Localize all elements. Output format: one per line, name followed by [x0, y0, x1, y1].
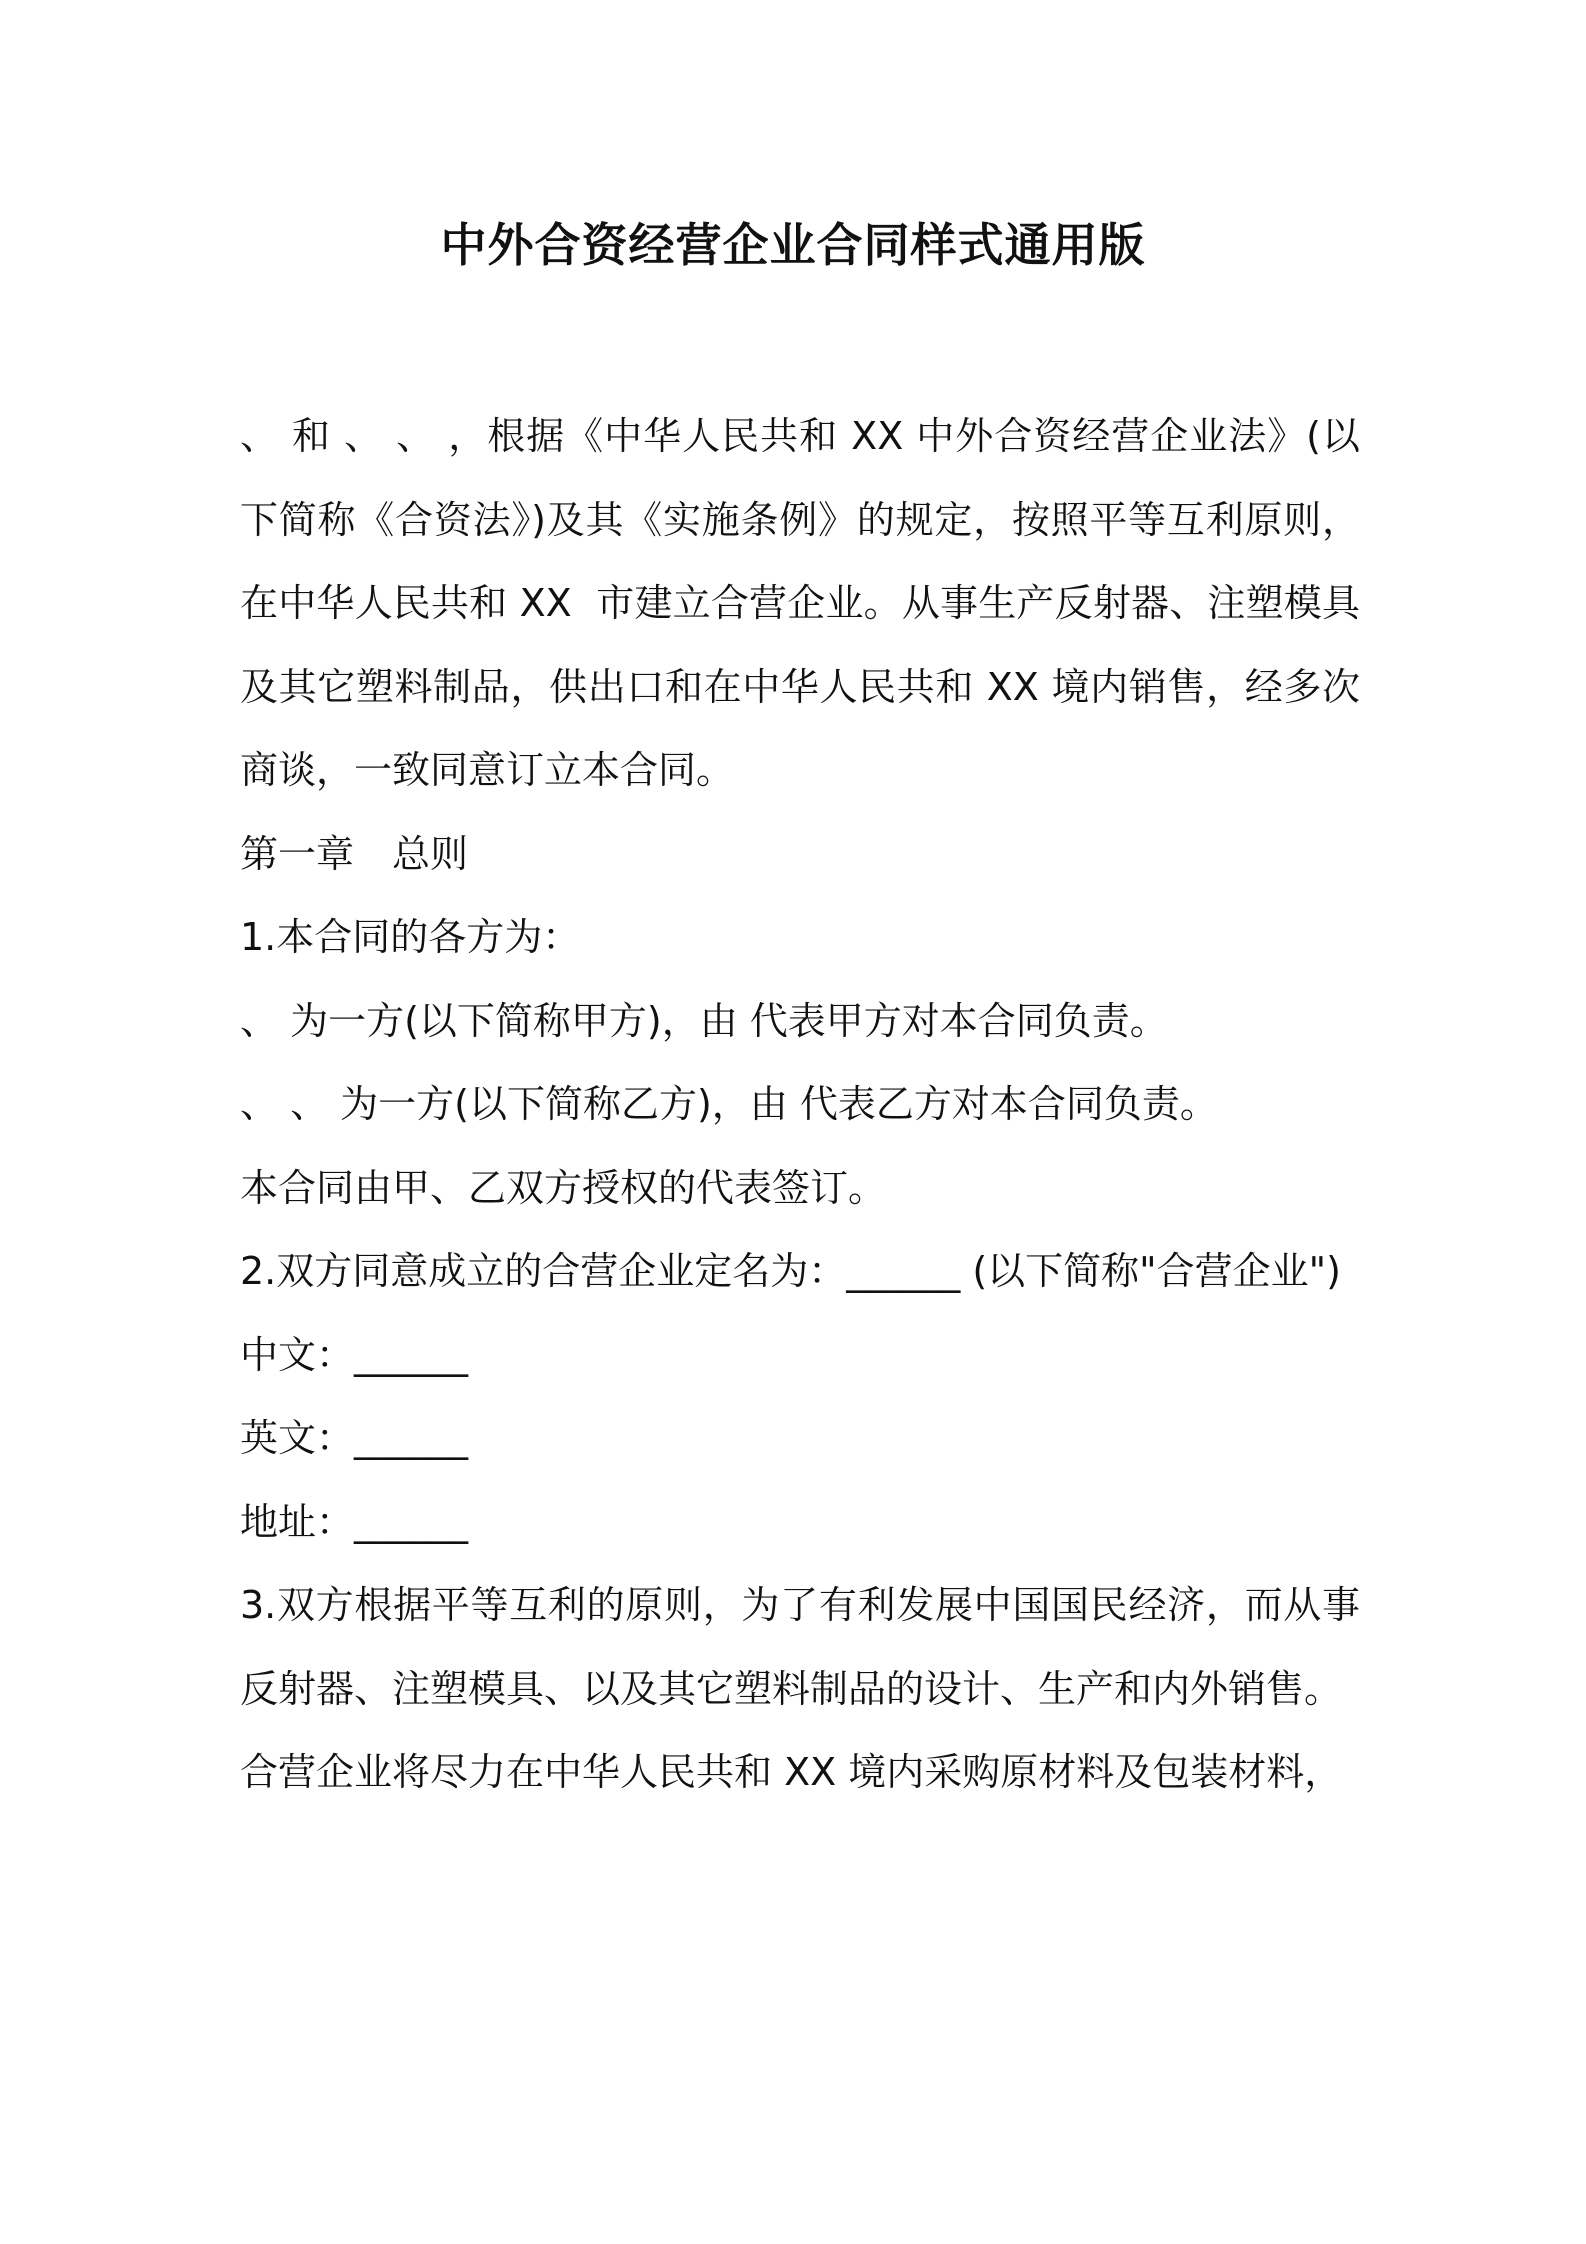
- preamble-paragraph: 、 和 、 、 ，根据《中华人民共和 XX 中外合资经营企业法》(以下简称《合资法》)及其《实施条例》的规定，按照平等互利原则，在中华人民共和 XX 市建立合营企业。从事生产反射器、注塑模具及其它塑料制品，供出口和在中华人民共和 XX 境内销售，经多次商谈，一致同意订立本合同。: [240, 414, 1360, 792]
- address-line: 地址：______: [240, 1499, 469, 1544]
- document-body: [240, 395, 1360, 1815]
- chapter-heading: 第一章 总则: [240, 831, 469, 876]
- document-title: 中外合资经营企业合同样式通用版: [440, 218, 1146, 272]
- english-name-line: 英文：______: [240, 1416, 469, 1460]
- clause-2-paragraph: 2.双方同意成立的合营企业定名为：______ (以下简称"合营企业"): [240, 1249, 1341, 1293]
- chinese-name-line: 中文：______: [240, 1332, 469, 1377]
- clause-1-heading: 1.本合同的各方为：: [240, 915, 581, 959]
- party-b-line: 、 、 为一方(以下简称乙方)，由 代表乙方对本合同负责。: [240, 1082, 1218, 1126]
- clause-3-paragraph: 3.双方根据平等互利的原则，为了有利发展中国国民经济，而从事反射器、注塑模具、以及其它塑料制品的设计、生产和内外销售。: [240, 1583, 1360, 1711]
- signing-line: 本合同由甲、乙双方授权的代表签订。: [240, 1165, 887, 1210]
- procurement-paragraph: 合营企业将尽力在中华人民共和 XX 境内采购原材料及包装材料，: [240, 1750, 1343, 1794]
- party-a-line: 、 为一方(以下简称甲方)，由 代表甲方对本合同负责。: [240, 998, 1168, 1043]
